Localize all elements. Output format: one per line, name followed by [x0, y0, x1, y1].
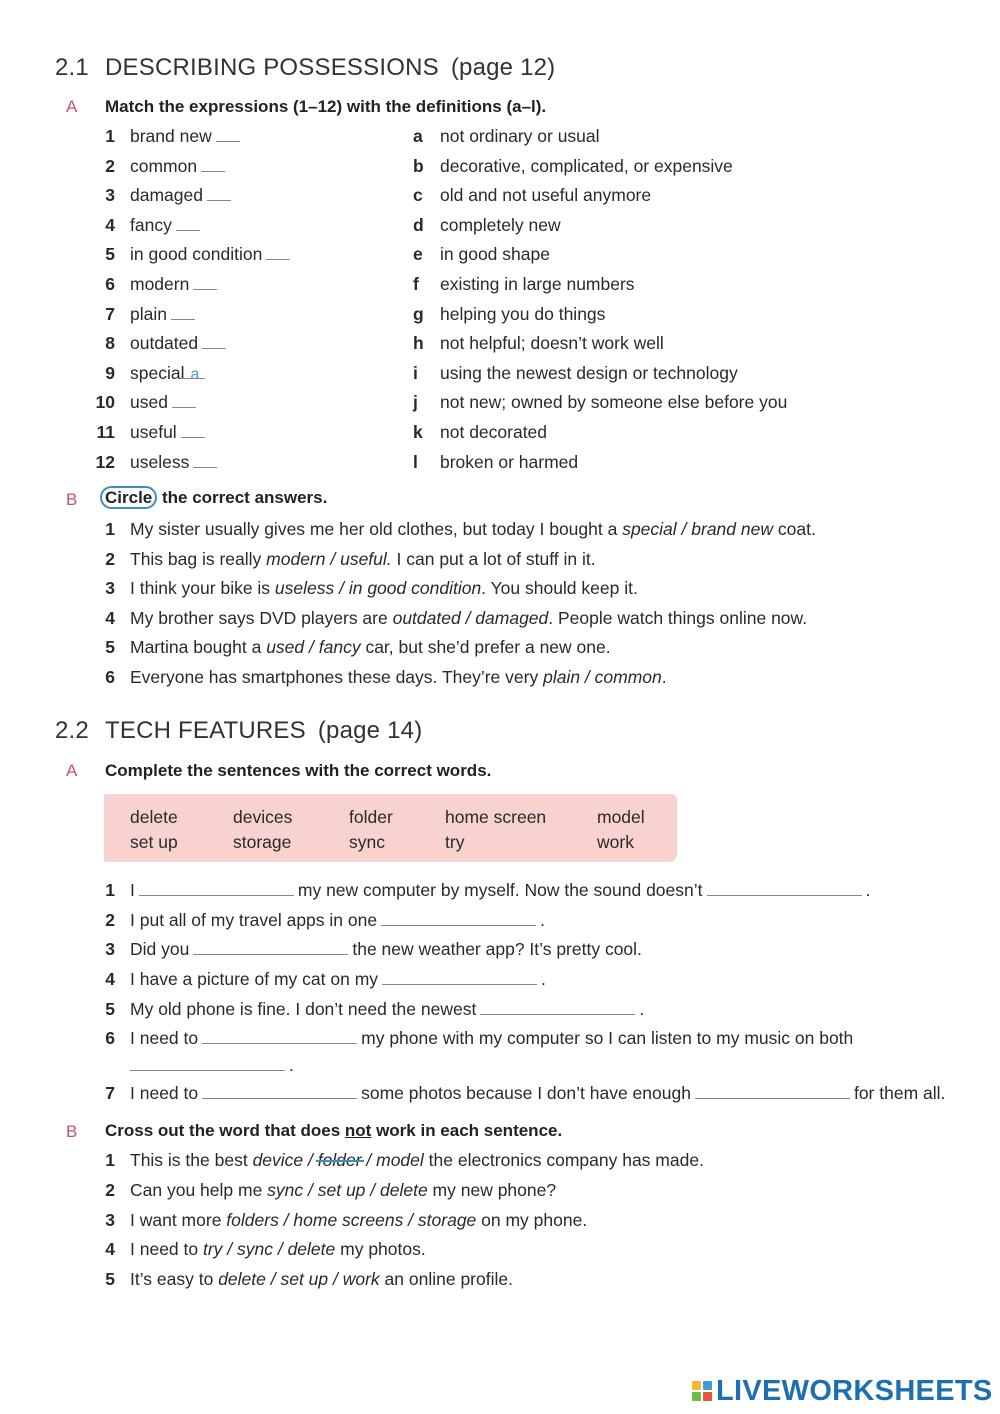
answer-blank[interactable] — [171, 318, 195, 320]
expression-text — [130, 156, 225, 177]
sentence-text: an online profile. — [379, 1268, 513, 1289]
definition-text: using the newest design or technology — [440, 362, 738, 383]
sentence-text: . — [540, 910, 545, 930]
word-bank-item: devices — [233, 807, 293, 827]
item-number: 3 — [105, 939, 115, 959]
choice-text[interactable]: sync / set up / delete — [267, 1180, 428, 1200]
expression-word: special — [130, 362, 185, 383]
sentence-text: . — [289, 1055, 294, 1075]
word-bank-item: home screen — [445, 807, 547, 827]
answer-blank[interactable] — [193, 288, 217, 290]
definition-letter: a — [413, 126, 423, 146]
answer-blank[interactable] — [382, 983, 537, 985]
definition-text: decorative, complicated, or expensive — [440, 155, 733, 176]
answer-blank[interactable] — [172, 406, 196, 408]
choice-text[interactable]: device / — [252, 1150, 318, 1170]
sentence-text: the electronics company has made. — [423, 1150, 704, 1170]
section-number: 2.2 — [55, 717, 89, 744]
item-number: 9 — [105, 362, 115, 383]
choice-text[interactable]: modern / useful. — [266, 548, 392, 569]
definition-letter: l — [413, 451, 418, 472]
answer-blank[interactable] — [381, 924, 536, 926]
word-bank — [104, 794, 677, 862]
instruction-text: work in each sentence. — [371, 1121, 563, 1140]
instruction-text: Cross out the word that does — [105, 1121, 345, 1140]
answer-blank[interactable] — [139, 894, 294, 896]
choice-text[interactable]: / model — [361, 1150, 424, 1170]
exercise-letter: B — [66, 490, 78, 509]
expression-text — [130, 274, 217, 295]
sentence-text: for them all. — [853, 1083, 946, 1103]
sentence-text: My old phone is fine. I don’t need the newest — [130, 999, 477, 1019]
item-number: 1 — [105, 126, 115, 146]
section-title-2-1 — [55, 54, 555, 82]
sentence — [130, 667, 667, 688]
definition-text: helping you do things — [440, 303, 606, 324]
expression-word: damaged — [130, 185, 203, 206]
item-number: 4 — [105, 214, 115, 235]
choice-text[interactable]: try / sync / delete — [202, 1239, 336, 1259]
expression-text — [130, 333, 226, 354]
liveworksheets-logo — [692, 1374, 993, 1408]
item-number: 3 — [105, 1209, 115, 1230]
definition-text: old and not useful anymore — [440, 185, 652, 206]
definition-text: not ordinary or usual — [440, 126, 600, 146]
expression-word: outdated — [130, 333, 199, 354]
exercise-letter: A — [66, 97, 78, 116]
circled-word: Circle — [100, 486, 157, 509]
choice-text[interactable]: folders / home screens / storage — [226, 1209, 477, 1230]
sentence-text: . You should keep it. — [481, 578, 638, 599]
item-number: 12 — [95, 451, 115, 472]
answer-blank[interactable] — [181, 436, 205, 438]
sentence-text: car, but she’d prefer a new one. — [360, 637, 611, 658]
sentence-text: I — [130, 880, 135, 900]
sentence-text: Everyone has smartphones these days. They’re very — [130, 667, 544, 687]
expression-text — [130, 215, 200, 236]
word-bank-item: delete — [130, 807, 178, 827]
answer-blank[interactable] — [266, 258, 290, 260]
item-number: 5 — [105, 244, 115, 265]
sentence — [130, 1269, 513, 1290]
word-bank-item: folder — [349, 807, 393, 827]
answer-blank[interactable] — [130, 1069, 285, 1071]
sentence-text: It’s easy to — [130, 1268, 219, 1289]
definition-letter: i — [413, 362, 418, 383]
answer-blank[interactable] — [193, 953, 348, 955]
expression-text — [130, 244, 290, 265]
sentence-text: . People watch things online now. — [548, 607, 808, 628]
item-number: 4 — [105, 607, 115, 628]
sentence-text: . — [639, 999, 645, 1019]
instruction-text: the correct answers. — [161, 488, 328, 507]
sentence-text: I think your bike is — [130, 578, 275, 599]
item-number: 10 — [95, 392, 115, 413]
expression-word: useful — [130, 422, 177, 442]
expression-text — [130, 392, 196, 413]
sentence-text: I want more — [130, 1209, 227, 1230]
item-number: 2 — [105, 155, 115, 176]
definition-text: in good shape — [440, 244, 550, 265]
definition-letter: b — [413, 155, 424, 176]
section-title-text: TECH FEATURES — [105, 717, 306, 744]
word-bank-item: set up — [130, 832, 178, 852]
sentence-text: Can you help me — [130, 1180, 268, 1200]
item-number: 2 — [105, 1180, 115, 1200]
sentence-text: Did you — [130, 939, 190, 959]
exercise-letter: B — [66, 1122, 78, 1141]
definition-text: existing in large numbers — [440, 274, 635, 294]
sentence-text: I need to — [130, 1083, 199, 1103]
item-number: 1 — [105, 880, 115, 900]
sentence-text: my new phone? — [427, 1180, 557, 1200]
expression-word: modern — [130, 274, 190, 294]
answer-blank[interactable] — [707, 894, 862, 896]
exercise-instruction: Match the expressions (1–12) with the definitions (a–l). — [105, 97, 547, 116]
choice-text[interactable]: useless / in good condition — [274, 578, 482, 599]
answer-blank[interactable] — [216, 140, 240, 142]
item-number: 11 — [96, 422, 115, 442]
expression-word: used — [130, 392, 168, 413]
sentence-text: I need to — [130, 1028, 199, 1048]
sentence — [130, 519, 816, 540]
expression-word: plain — [130, 303, 167, 324]
sentence-text: Martina bought a — [130, 637, 267, 658]
sentence-text: I put all of my travel apps in one — [130, 910, 378, 930]
answer-blank[interactable] — [181, 377, 205, 379]
sentence-text: I can put a lot of stuff in it. — [391, 548, 596, 569]
struck-word[interactable]: folder — [317, 1150, 362, 1170]
choice-text[interactable]: outdated / damaged — [392, 607, 549, 628]
answer-blank[interactable] — [201, 170, 225, 172]
answer-blank[interactable] — [695, 1097, 850, 1099]
item-number: 3 — [105, 578, 115, 599]
section-title-text: DESCRIBING POSSESSIONS — [105, 54, 439, 81]
section-page-ref: (page 12) — [450, 54, 556, 81]
answer-blank[interactable] — [193, 466, 217, 468]
item-number: 5 — [105, 637, 115, 658]
sentence-text: My brother says DVD players are — [130, 607, 393, 628]
item-number: 1 — [105, 519, 115, 539]
sentence-text: This bag is really — [130, 548, 267, 569]
definition-letter: k — [413, 422, 423, 442]
choice-text[interactable]: special / brand new — [622, 519, 773, 539]
item-number: 2 — [105, 548, 115, 569]
sentence-text: my new computer by myself. Now the sound doesn’t — [297, 880, 703, 900]
sentence-text: My sister usually gives me her old clothes, but today I bought a — [130, 519, 623, 539]
sentence-text: This is the best — [130, 1150, 253, 1170]
section-number: 2.1 — [55, 54, 89, 81]
definition-letter: g — [413, 303, 424, 324]
exercise-instruction — [105, 488, 327, 508]
definition-letter: c — [413, 185, 423, 206]
sentence-text: my photos. — [335, 1239, 426, 1259]
answer-blank[interactable] — [480, 1013, 635, 1015]
logo-mark-icon — [692, 1381, 712, 1401]
sentence — [130, 608, 807, 629]
item-number: 3 — [105, 185, 115, 206]
item-number: 7 — [105, 1083, 115, 1103]
item-number: 6 — [105, 1028, 115, 1048]
item-number: 5 — [105, 1268, 115, 1289]
item-number: 5 — [105, 999, 115, 1019]
answer-blank[interactable] — [202, 347, 226, 349]
sentence-text: . — [661, 667, 667, 687]
definition-letter: f — [413, 274, 419, 294]
word-bank-item: sync — [349, 832, 385, 852]
sentence-text: coat. — [773, 519, 816, 539]
item-number: 7 — [105, 303, 115, 324]
expression-word: brand new — [130, 126, 212, 146]
choice-text[interactable]: used / fancy — [266, 637, 361, 658]
answer-blank[interactable] — [176, 229, 200, 231]
sentence-text: I need to — [130, 1239, 203, 1259]
definition-text: not decorated — [440, 422, 548, 442]
sentence-text: my phone with my computer so I can listen to my music on both — [361, 1028, 854, 1048]
exercise-instruction — [105, 1121, 562, 1141]
item-number: 6 — [105, 274, 115, 294]
sentence-text: the new weather app? It’s pretty cool. — [352, 939, 642, 959]
expression-text — [130, 304, 195, 325]
word-bank-item: try — [445, 832, 465, 852]
sentence-text: . — [865, 880, 871, 900]
word-bank-item: work — [597, 832, 634, 852]
answer-text: a — [190, 365, 200, 383]
expression-text — [130, 126, 240, 147]
sentence-text: some photos because I don’t have enough — [361, 1083, 691, 1103]
expression-word: fancy — [130, 214, 172, 235]
definition-text: not helpful; doesn’t work well — [440, 333, 664, 354]
expression-word: useless — [130, 451, 190, 472]
exercise-letter: A — [66, 761, 78, 780]
exercise-instruction: Complete the sentences with the correct words. — [105, 761, 492, 780]
definition-letter: j — [413, 392, 418, 413]
item-number: 6 — [105, 667, 115, 687]
sentence-text: on my phone. — [476, 1209, 588, 1230]
word-bank-item: model — [597, 807, 645, 827]
definition-letter: h — [413, 333, 424, 354]
item-number: 2 — [105, 910, 115, 930]
section-page-ref: (page 14) — [317, 717, 423, 744]
choice-text[interactable]: plain / common — [543, 667, 662, 687]
definition-letter: e — [413, 244, 423, 265]
expression-word: common — [130, 155, 198, 176]
answer-blank[interactable] — [202, 1042, 357, 1044]
sentence-text: I have a picture of my cat on my — [130, 969, 379, 989]
choice-text[interactable]: delete / set up / work — [218, 1268, 380, 1289]
sentence — [130, 1239, 426, 1260]
section-title-2-2 — [55, 717, 422, 745]
item-number: 1 — [105, 1150, 115, 1170]
expression-word: in good condition — [130, 244, 263, 265]
sentence — [130, 1210, 587, 1231]
expression-text — [130, 452, 217, 473]
answer-blank[interactable] — [202, 1097, 357, 1099]
definition-text: broken or harmed — [440, 451, 579, 472]
sentence — [130, 637, 611, 658]
item-number: 4 — [105, 969, 115, 989]
sentence — [130, 1180, 556, 1201]
definition-text: not new; owned by someone else before you — [440, 392, 788, 413]
sentence — [130, 549, 596, 570]
item-number: 4 — [105, 1239, 115, 1259]
instruction-emphasis: not — [344, 1121, 372, 1140]
expression-text — [130, 363, 205, 384]
answer-blank[interactable] — [207, 199, 231, 201]
definition-text: completely new — [440, 214, 561, 235]
item-number: 8 — [105, 333, 115, 354]
logo-text: LIVEWORKSHEETS — [716, 1374, 993, 1407]
expression-text — [130, 422, 205, 443]
expression-text — [130, 185, 231, 206]
sentence — [130, 578, 638, 599]
sentence-text: . — [541, 969, 546, 989]
word-bank-item: storage — [233, 832, 292, 852]
definition-letter: d — [413, 214, 424, 235]
